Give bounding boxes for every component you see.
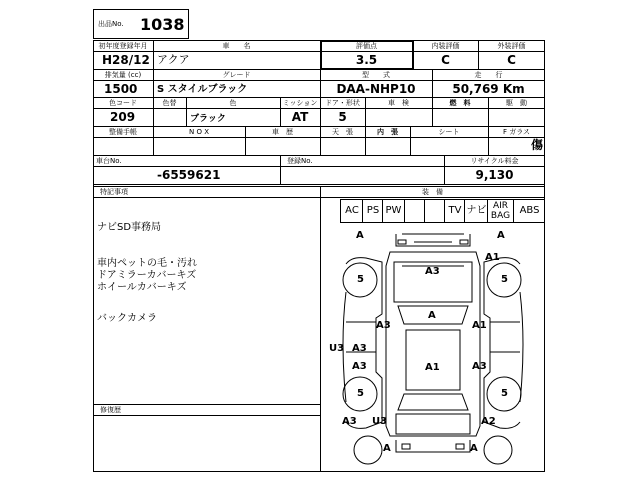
color-code: 209 [110,110,136,124]
recycle-fee: 9,130 [475,168,514,182]
equip-tv: TV [444,200,465,222]
equip-ac: AC [340,200,363,222]
car-name: アクア [157,53,190,66]
color-code-label: 色コード [109,99,137,107]
mark-rear-left: A [383,443,391,454]
mark-left-rear-door: A3 [352,361,367,372]
fglass-label: F ガラス [502,128,531,136]
repair-history-label: 修復歴 [100,406,121,414]
mark-wheel-front-left: 5 [357,274,364,285]
mark-left-sill-u3: U3 [329,343,345,354]
equip-ps: PS [362,200,383,222]
mark-rear-right-quarter: A2 [481,416,496,427]
note-line-5: バックカメラ [97,313,157,324]
note-line-1: ナビSD事務局 [97,222,162,233]
sunroof-label: 天 張 [332,128,353,136]
mark-wheel-front-right: 5 [501,274,508,285]
equip-blank-2 [424,200,445,222]
transmission-label: ミッション [282,99,318,107]
displacement-label: 排気量 (cc) [104,71,142,79]
lot-number-box [93,9,189,39]
chassis-number: -6559621 [157,168,221,182]
mark-windshield: A [428,310,436,321]
mark-roof: A1 [425,362,440,373]
model-label: 型 式 [362,71,390,79]
first-registration: H28/12 [102,53,150,67]
nox-label: N O X [189,128,209,136]
mark-front-right-fender: A1 [485,252,500,263]
mark-wheel-rear-right: 5 [501,388,508,399]
equip-blank-1 [404,200,424,222]
notes-label: 特記事項 [100,188,128,196]
grade-label: グレード [222,71,251,79]
interior-trim-label: 内 張 [377,128,398,136]
mileage-label: 走 行 [474,71,503,79]
fglass-value: 傷 [530,138,543,152]
grade: S スタイルブラック [157,84,248,95]
mark-wheel-rear-left: 5 [357,388,364,399]
mark-rear-bumper-left: U3 [372,416,388,427]
equip-pw: PW [382,200,405,222]
doors-label: ドア・形状 [325,99,360,107]
interior-score-label: 内装評価 [431,42,460,50]
equip-abs: ABS [513,200,545,222]
exterior-score: C [507,53,516,67]
lot-number: 1038 [140,15,185,34]
transmission: AT [291,110,309,124]
recycle-label: リサイクル料金 [470,157,519,165]
seat-label: シート [438,128,460,136]
color-label: 色 [229,99,237,107]
drive-label: 駆 動 [506,99,527,107]
model-code: DAA-NHP10 [336,82,416,96]
mark-rear-left-quarter: A3 [342,416,357,427]
doors: 5 [338,110,347,124]
displacement: 1500 [104,82,138,96]
mark-right-front-door: A1 [472,320,487,331]
note-line-2: 車内ペットの毛・汚れ [97,258,197,269]
note-line-3: ドアミラーカバーキズ [97,270,197,281]
overall-score: 3.5 [355,53,378,67]
registration-label: 登録No. [287,157,313,165]
chassis-label: 車台No. [96,157,122,165]
color: ブラック [190,114,226,124]
mileage: 50,769 Km [452,82,525,96]
mark-front-left: A [356,230,364,241]
exterior-score-label: 外装評価 [497,42,526,50]
maintenance-label: 整備手帳 [109,128,137,136]
equipment-label: 装 備 [422,188,443,196]
interior-score: C [441,53,450,67]
score-label: 評価点 [356,42,377,50]
car-name-label: 車 名 [222,42,251,50]
mark-front-right: A [497,230,505,241]
equipment-row [340,199,545,223]
equip-navi: ナビ [464,200,488,222]
year-label: 初年度登録年月 [98,42,148,50]
mark-right-rear-door: A3 [472,361,487,372]
note-line-4: ホイールカバーキズ [97,282,187,293]
color-change-label: 色替 [162,99,177,107]
mark-rear-right: A [470,443,478,454]
history-label: 車 歴 [272,128,293,136]
mark-hood: A3 [425,266,440,277]
mark-left-front-door: A3 [376,320,391,331]
fuel-label: 燃 料 [449,99,471,107]
inspection-label: 車 検 [388,99,409,107]
equip-airbag: AIR BAG [487,200,513,222]
mark-left-sill-a3: A3 [352,343,367,354]
lot-number-label: 出品No. [98,20,124,28]
